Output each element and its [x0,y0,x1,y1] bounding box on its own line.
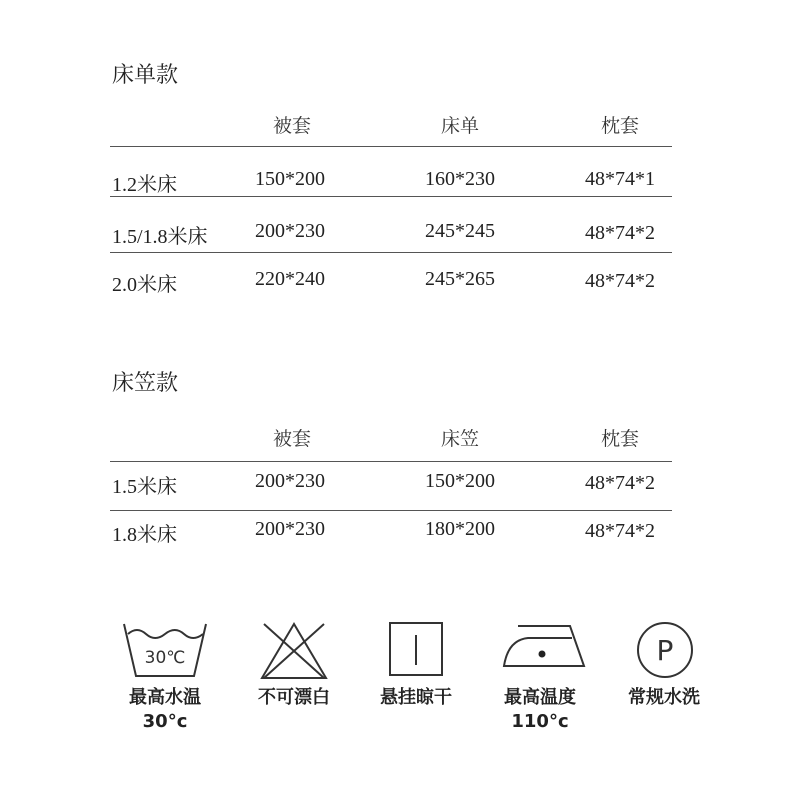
care-label-max-water-temp [105,686,225,734]
care-label-hang-dry [356,686,476,710]
row-size: 2.0米床 [112,274,177,296]
care-label-line1: 最高温度 [504,687,576,708]
row-fitted: 150*200 [425,470,495,492]
care-label-max-iron-temp [480,686,600,734]
header-pillowcase: 枕套 [600,115,639,137]
row-pillow: 48*74*2 [585,520,655,542]
header-duvet: 被套 [272,115,311,137]
row-pillow: 48*74*2 [585,270,655,292]
dry-clean-p-icon [635,620,695,680]
table-divider [110,252,672,253]
header-duvet: 被套 [272,428,311,450]
header-fitted-sheet: 床笠 [440,428,479,450]
section-title-sheet: 床单款 [112,62,179,87]
row-size: 1.8米床 [112,524,177,546]
section-title-fitted: 床笠款 [112,370,179,395]
care-label-normal-wash [604,686,724,710]
care-label-line2: 110°c [511,711,569,732]
row-pillow: 48*74*2 [585,222,655,244]
table-divider [110,196,672,197]
wash-temp-badge: 30℃ [144,648,186,668]
row-size: 1.5/1.8米床 [112,226,208,248]
row-duvet: 200*230 [255,220,325,242]
row-duvet: 200*230 [255,518,325,540]
row-sheet: 245*245 [425,220,495,242]
table-divider [110,461,672,462]
row-duvet: 200*230 [255,470,325,492]
table-divider [110,146,672,147]
care-label-line1: 悬挂晾干 [380,687,452,708]
no-bleach-icon [258,620,330,682]
row-size: 1.2米床 [112,174,177,196]
row-sheet: 160*230 [425,168,495,190]
header-sheet: 床单 [440,115,479,137]
care-label-line1: 最高水温 [129,687,201,708]
row-sheet: 245*265 [425,268,495,290]
dry-clean-letter: P [656,634,674,667]
row-fitted: 180*200 [425,518,495,540]
row-pillow: 48*74*1 [585,168,655,190]
row-duvet: 220*240 [255,268,325,290]
care-label-line1: 不可漂白 [258,687,330,708]
hang-dry-icon [388,621,444,679]
wash-30-icon [120,618,210,680]
header-pillowcase: 枕套 [600,428,639,450]
table-divider [110,510,672,511]
row-size: 1.5米床 [112,476,177,498]
row-duvet: 150*200 [255,168,325,190]
row-pillow: 48*74*2 [585,472,655,494]
care-label-line1: 常规水洗 [628,687,700,708]
care-label-line2: 30°c [142,711,188,732]
iron-110-icon [500,622,590,672]
care-label-no-bleach [234,686,354,710]
